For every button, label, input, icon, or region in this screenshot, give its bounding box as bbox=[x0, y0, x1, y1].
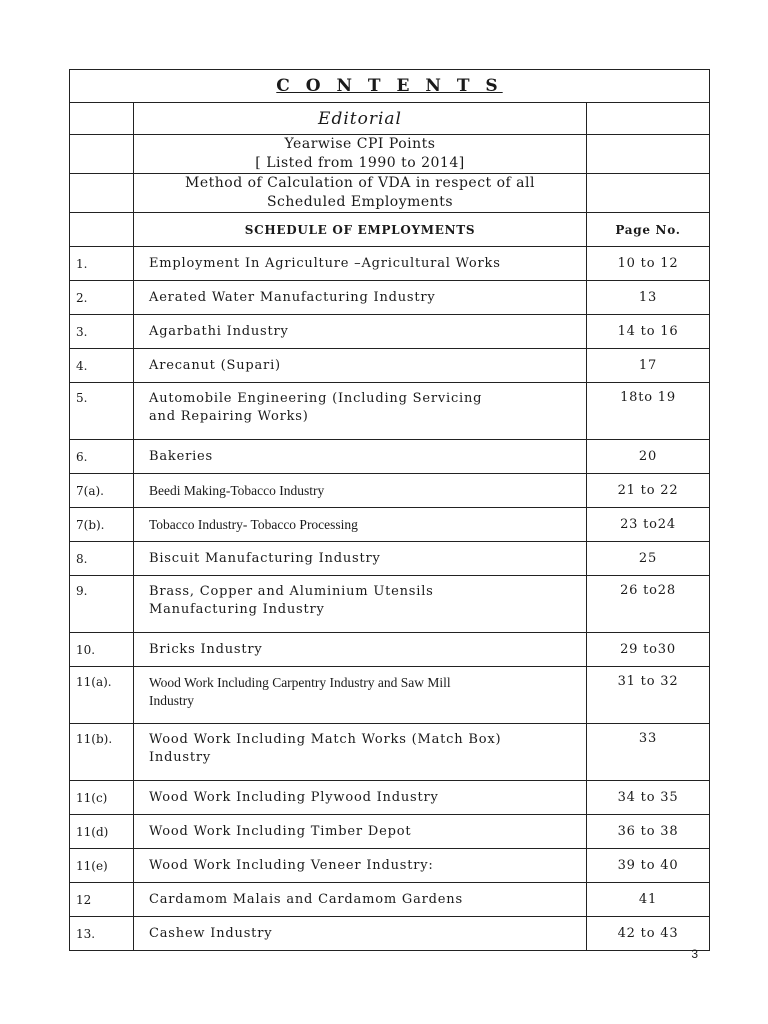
row-page bbox=[587, 667, 710, 724]
row-number-text: 9. bbox=[76, 584, 88, 598]
row-page-text: 17 bbox=[638, 357, 658, 373]
row-page-text: 23 to24 bbox=[620, 516, 676, 532]
row-number bbox=[70, 474, 134, 508]
row-title-line-1: Tobacco Industry- Tobacco Processing bbox=[149, 516, 358, 532]
row-page-text: 13 bbox=[638, 289, 658, 305]
table-row bbox=[70, 281, 710, 315]
table-row bbox=[70, 667, 710, 724]
editorial-heading: Editorial bbox=[318, 108, 402, 129]
table-row bbox=[70, 315, 710, 349]
row-title bbox=[134, 247, 587, 281]
row-title bbox=[134, 883, 587, 917]
editorial-cell bbox=[134, 103, 587, 135]
row-page-text: 10 to 12 bbox=[617, 255, 679, 271]
cpi-cell bbox=[134, 135, 587, 174]
contents-table bbox=[69, 69, 710, 951]
row-title-line-1: Aerated Water Manufacturing Industry bbox=[149, 289, 436, 305]
row-title-line-1: Brass, Copper and Aluminium Utensils bbox=[149, 584, 434, 599]
row-title-line-1: Bricks Industry bbox=[149, 641, 263, 657]
row-page bbox=[587, 781, 710, 815]
row-page-text: 29 to30 bbox=[620, 641, 676, 657]
row-page-text: 18to 19 bbox=[620, 390, 676, 405]
table-row bbox=[70, 815, 710, 849]
row-page bbox=[587, 349, 710, 383]
row-number bbox=[70, 281, 134, 315]
row-number bbox=[70, 917, 134, 951]
row-number-text: 7(a). bbox=[76, 483, 104, 498]
table-row bbox=[70, 247, 710, 281]
row-page bbox=[587, 576, 710, 633]
row-page bbox=[587, 542, 710, 576]
row-number bbox=[70, 508, 134, 542]
row-title-line-1: Beedi Making-Tobacco Industry bbox=[149, 482, 325, 498]
empty-cell bbox=[70, 135, 134, 174]
row-number-text: 11(a). bbox=[76, 675, 112, 689]
row-title bbox=[134, 781, 587, 815]
table-row bbox=[70, 849, 710, 883]
row-number bbox=[70, 383, 134, 440]
row-number bbox=[70, 247, 134, 281]
row-page-text: 39 to 40 bbox=[617, 857, 679, 873]
row-number bbox=[70, 815, 134, 849]
row-page-text: 14 to 16 bbox=[617, 323, 679, 339]
row-number-text: 2. bbox=[76, 290, 88, 305]
contents-page bbox=[69, 69, 710, 951]
table-row bbox=[70, 440, 710, 474]
row-title-line-1: Arecanut (Supari) bbox=[149, 357, 281, 373]
row-title-line-2: and Repairing Works) bbox=[149, 409, 309, 424]
row-number-text: 4. bbox=[76, 358, 88, 373]
row-number bbox=[70, 542, 134, 576]
row-page-text: 20 bbox=[638, 448, 658, 464]
row-title bbox=[134, 724, 587, 781]
table-row bbox=[70, 917, 710, 951]
row-number-text: 1. bbox=[76, 256, 88, 271]
row-title bbox=[134, 349, 587, 383]
row-number bbox=[70, 883, 134, 917]
row-title bbox=[134, 281, 587, 315]
row-page bbox=[587, 724, 710, 781]
row-number bbox=[70, 315, 134, 349]
row-page bbox=[587, 315, 710, 349]
row-page-text: 42 to 43 bbox=[617, 925, 679, 941]
row-number-text: 3. bbox=[76, 324, 88, 339]
row-title bbox=[134, 508, 587, 542]
row-number bbox=[70, 349, 134, 383]
row-title-line-1: Wood Work Including Plywood Industry bbox=[149, 789, 439, 805]
row-page-text: 33 bbox=[638, 731, 658, 746]
row-number-text: 11(d) bbox=[76, 824, 109, 839]
empty-cell bbox=[70, 174, 134, 213]
cpi-line-1: Yearwise CPI Points bbox=[284, 136, 436, 152]
row-title bbox=[134, 576, 587, 633]
schedule-rows bbox=[70, 247, 710, 951]
row-number-text: 11(c) bbox=[76, 790, 108, 805]
row-page bbox=[587, 383, 710, 440]
row-page-text: 31 to 32 bbox=[617, 674, 679, 689]
schedule-header: SCHEDULE OF EMPLOYMENTS bbox=[244, 222, 476, 237]
empty-cell bbox=[587, 135, 710, 174]
row-page-text: 36 to 38 bbox=[617, 823, 679, 839]
row-title-line-1: Cardamom Malais and Cardamom Gardens bbox=[149, 891, 463, 907]
row-title bbox=[134, 667, 587, 724]
row-title-line-1: Wood Work Including Carpentry Industry and Saw Mill bbox=[149, 675, 451, 690]
row-number-text: 7(b). bbox=[76, 517, 105, 532]
row-number bbox=[70, 633, 134, 667]
row-page bbox=[587, 440, 710, 474]
row-number-text: 6. bbox=[76, 449, 88, 464]
row-number bbox=[70, 667, 134, 724]
empty-cell bbox=[70, 103, 134, 135]
row-title-line-1: Employment In Agriculture –Agricultural Works bbox=[149, 255, 501, 271]
row-title bbox=[134, 917, 587, 951]
row-title bbox=[134, 542, 587, 576]
row-title bbox=[134, 474, 587, 508]
table-row bbox=[70, 883, 710, 917]
row-title-line-1: Cashew Industry bbox=[149, 925, 273, 941]
row-page bbox=[587, 883, 710, 917]
row-title-line-1: Agarbathi Industry bbox=[149, 323, 289, 339]
table-row bbox=[70, 724, 710, 781]
vda-line-2: Scheduled Employments bbox=[266, 194, 454, 210]
row-title-line-1: Wood Work Including Match Works (Match Box) bbox=[149, 732, 502, 747]
empty-cell bbox=[70, 213, 134, 247]
page-header-cell bbox=[587, 213, 710, 247]
row-number bbox=[70, 781, 134, 815]
row-page-text: 25 bbox=[638, 550, 658, 566]
row-number-text: 8. bbox=[76, 551, 88, 566]
row-title-line-2: Manufacturing Industry bbox=[149, 602, 325, 617]
row-page bbox=[587, 474, 710, 508]
row-page-text: 21 to 22 bbox=[617, 482, 679, 498]
row-title-line-1: Wood Work Including Timber Depot bbox=[149, 823, 412, 839]
row-title bbox=[134, 815, 587, 849]
row-page-text: 26 to28 bbox=[620, 583, 676, 598]
row-number-text: 11(e) bbox=[76, 858, 108, 873]
row-title-line-2: Industry bbox=[149, 693, 194, 708]
row-number-text: 11(b). bbox=[76, 732, 113, 746]
row-title bbox=[134, 440, 587, 474]
row-title bbox=[134, 383, 587, 440]
row-number bbox=[70, 849, 134, 883]
page-no-header: Page No. bbox=[615, 222, 681, 237]
row-page bbox=[587, 849, 710, 883]
row-title bbox=[134, 633, 587, 667]
row-title-line-2: Industry bbox=[149, 750, 212, 765]
row-number-text: 5. bbox=[76, 391, 88, 405]
row-page-text: 41 bbox=[638, 891, 658, 907]
vda-cell bbox=[134, 174, 587, 213]
row-title bbox=[134, 315, 587, 349]
row-page bbox=[587, 815, 710, 849]
table-row bbox=[70, 508, 710, 542]
table-row bbox=[70, 576, 710, 633]
row-title-line-1: Automobile Engineering (Including Servicing bbox=[149, 391, 483, 406]
empty-cell bbox=[587, 174, 710, 213]
cpi-line-2: [ Listed from 1990 to 2014] bbox=[255, 155, 465, 171]
row-number bbox=[70, 576, 134, 633]
row-title-line-1: Wood Work Including Veneer Industry: bbox=[149, 857, 434, 873]
table-row bbox=[70, 349, 710, 383]
table-row bbox=[70, 781, 710, 815]
empty-cell bbox=[587, 103, 710, 135]
row-page bbox=[587, 633, 710, 667]
row-number-text: 10. bbox=[76, 642, 96, 657]
row-number-text: 12 bbox=[76, 892, 92, 907]
table-row bbox=[70, 474, 710, 508]
row-page-text: 34 to 35 bbox=[617, 789, 679, 805]
row-title-line-1: Bakeries bbox=[149, 448, 214, 464]
contents-title: C O N T E N T S bbox=[276, 76, 503, 96]
row-number bbox=[70, 440, 134, 474]
table-row bbox=[70, 383, 710, 440]
page-number: 3 bbox=[691, 947, 698, 961]
row-number bbox=[70, 724, 134, 781]
row-page bbox=[587, 281, 710, 315]
row-page bbox=[587, 247, 710, 281]
table-row bbox=[70, 542, 710, 576]
contents-title-cell bbox=[70, 70, 710, 103]
row-title-line-1: Biscuit Manufacturing Industry bbox=[149, 550, 381, 566]
schedule-header-cell bbox=[134, 213, 587, 247]
row-title bbox=[134, 849, 587, 883]
row-page bbox=[587, 508, 710, 542]
table-row bbox=[70, 633, 710, 667]
row-number-text: 13. bbox=[76, 926, 96, 941]
vda-line-1: Method of Calculation of VDA in respect of all bbox=[185, 175, 535, 191]
row-page bbox=[587, 917, 710, 951]
